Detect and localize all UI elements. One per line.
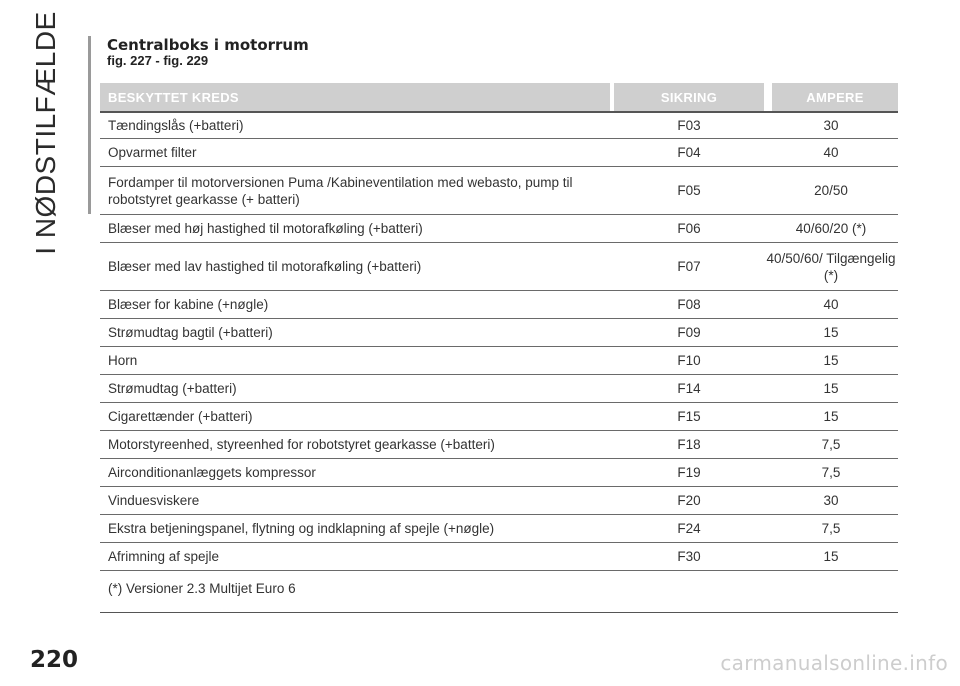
ampere-cell: 15 [823,353,839,368]
fuse-cell: F04 [677,145,701,160]
ampere-cell: 7,5 [821,521,841,536]
circuit-cell: Motorstyreenhed, styreenhed for robotstyret gearkasse (+batteri) [108,437,495,452]
table-row [100,167,898,215]
circuit-cell: Fordamper til motorversionen Puma /Kabineventilation med webasto, pump til robotstyret gearkasse (+ batteri) [108,174,573,207]
circuit-cell: Opvarmet filter [108,145,197,160]
circuit-cell: Ekstra betjeningspanel, flytning og indklapning af spejle (+nøgle) [108,521,495,536]
fuse-cell: F03 [677,118,701,133]
footnote: (*) Versioner 2.3 Multijet Euro 6 [108,581,296,596]
circuit-cell: Strømudtag bagtil (+batteri) [108,325,273,340]
ampere-cell: 7,5 [821,465,841,480]
table-footnote-row [100,571,898,613]
fuse-cell: F15 [677,409,701,424]
fuse-cell: F30 [677,549,701,564]
ampere-cell: 40/60/20 (*) [795,221,867,236]
circuit-cell: Afrimning af spejle [108,549,220,564]
chapter-divider [88,36,91,214]
fuse-cell: F14 [677,381,701,396]
ampere-cell: 15 [823,549,839,564]
ampere-cell: 15 [823,409,839,424]
fuse-cell: F20 [677,493,701,508]
circuit-cell: Horn [108,353,138,368]
ampere-cell: 15 [823,381,839,396]
table-row [100,319,898,347]
table-row [100,543,898,571]
circuit-cell: Cigarettænder (+batteri) [108,409,253,424]
table-row [100,459,898,487]
header-fuse: SIKRING [614,83,764,111]
chapter-side-label [26,11,66,255]
fuse-cell: F07 [677,259,701,274]
fuse-cell: F18 [677,437,701,452]
fuse-cell: F24 [677,521,701,536]
header-ampere: AMPERE [772,83,898,111]
ampere-cell: 40/50/60/ Tilgængelig (*) [766,250,896,283]
circuit-cell: Vinduesviskere [108,493,200,508]
fuse-cell: F19 [677,465,701,480]
ampere-cell: 20/50 [814,183,848,198]
fuse-cell: F05 [677,183,701,198]
table-row [100,215,898,243]
ampere-cell: 15 [823,325,839,340]
circuit-cell: Tændingslås (+batteri) [108,118,244,133]
figure-reference: fig. 227 - fig. 229 [107,53,209,68]
ampere-cell: 30 [823,493,839,508]
table-row [100,291,898,319]
table-row [100,347,898,375]
table-row [100,139,898,167]
fuse-cell: F08 [677,297,701,312]
table-row [100,487,898,515]
header-circuit: BESKYTTET KREDS [100,83,610,111]
table-row [100,111,898,139]
table-row [100,243,898,291]
table-header [100,83,898,111]
ampere-cell: 40 [823,145,839,160]
fuse-cell: F10 [677,353,701,368]
ampere-cell: 30 [823,118,839,133]
page-number: 220 [30,647,79,673]
ampere-cell: 40 [823,297,839,312]
section-title: Centralboks i motorrum [107,36,309,54]
fuse-cell: F06 [677,221,701,236]
circuit-cell: Airconditionanlæggets kompressor [108,465,316,480]
circuit-cell: Blæser med lav hastighed til motorafkøling (+batteri) [108,259,422,274]
watermark: carmanualsonline.info [720,651,948,675]
ampere-cell: 7,5 [821,437,841,452]
circuit-cell: Strømudtag (+batteri) [108,381,237,396]
chapter-title: I NØDSTILFÆLDE [30,11,61,255]
circuit-cell: Blæser med høj hastighed til motorafkøling (+batteri) [108,221,423,236]
table-row [100,515,898,543]
table-row [100,375,898,403]
circuit-cell: Blæser for kabine (+nøgle) [108,297,269,312]
fuse-table [100,83,898,613]
table-row [100,431,898,459]
table-row [100,403,898,431]
fuse-cell: F09 [677,325,701,340]
